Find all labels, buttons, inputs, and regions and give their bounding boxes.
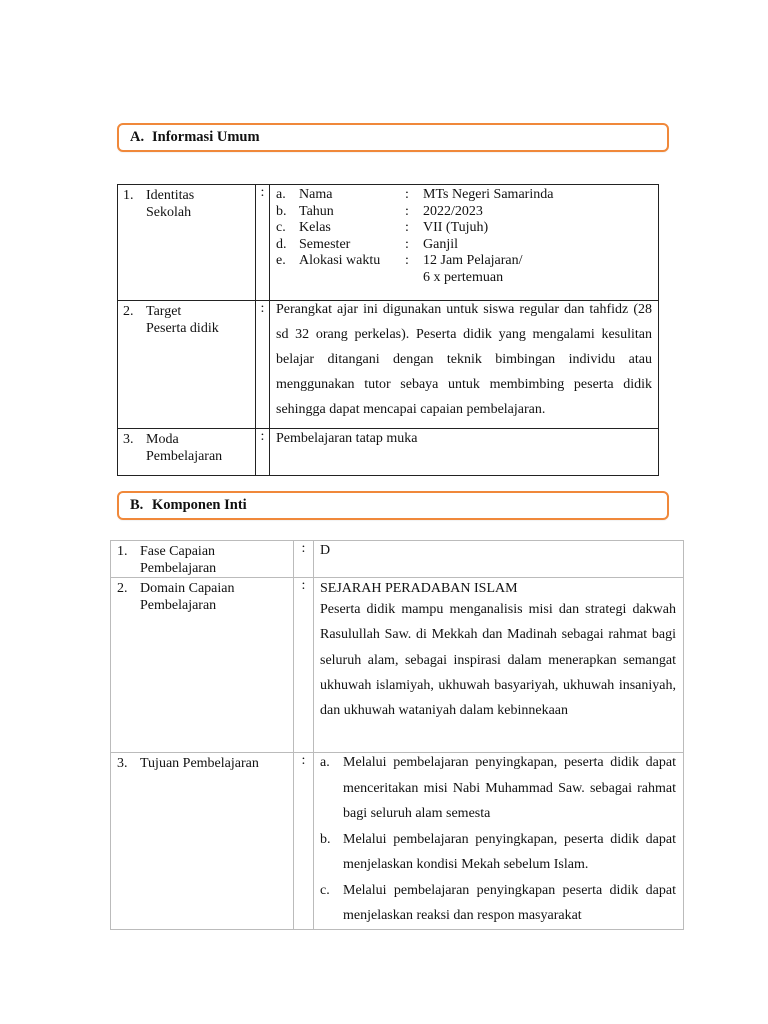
domain-label-2: Pembelajaran bbox=[140, 598, 217, 613]
tujuan-label-cell bbox=[111, 753, 294, 930]
time-allocation: 12 Jam Pelajaran/ bbox=[423, 253, 523, 268]
list-item: d. Semester : Ganjil bbox=[276, 237, 652, 254]
section-a-title: Informasi Umum bbox=[152, 129, 260, 145]
colon-cell: : bbox=[256, 301, 270, 429]
table-row bbox=[111, 753, 684, 930]
informasi-umum-table bbox=[117, 184, 659, 476]
target-value-cell bbox=[270, 301, 659, 429]
section-a-letter: A. bbox=[130, 129, 145, 145]
komponen-inti-table bbox=[110, 540, 684, 930]
time-allocation-2: 6 x pertemuan bbox=[423, 269, 504, 285]
row-number: 2. bbox=[123, 304, 134, 319]
class-value: VII (Tujuh) bbox=[423, 220, 489, 235]
domain-value-cell bbox=[314, 578, 684, 753]
target-label-2: Peserta didik bbox=[146, 321, 219, 336]
fase-label-2: Pembelajaran bbox=[140, 561, 217, 576]
target-description: Perangkat ajar ini digunakan untuk siswa regular dan tahfidz (28 sd 32 orang perkelas). Peserta didik yang mengalami kesulitan belajar ditangani dengan teknik bimbingan individu atau menggunakan tutor sebaya untuk membimbing peserta didik sehingga dapat mencapai capaian pembelajaran. bbox=[276, 302, 652, 417]
row-number: 3. bbox=[123, 432, 134, 447]
identitas-label-2: Sekolah bbox=[146, 205, 192, 220]
school-name: MTs Negeri Samarinda bbox=[423, 187, 554, 202]
semester-value: Ganjil bbox=[423, 236, 458, 252]
tujuan-label: Tujuan Pembelajaran bbox=[140, 756, 259, 771]
table-row bbox=[118, 185, 659, 301]
colon-cell: : bbox=[256, 429, 270, 476]
domain-description: Peserta didik mampu menganalisis misi dan strategi dakwah Rasulullah Saw. di Mekkah dan Madinah sebagai rahmat bagi seluruh alam, sebagai inspirasi dalam menerapkan semangat ukhuwah islamiyah, ukhuwah basyariyah, ukhuwah insaniyah, dan ukhuwah wataniyah dalam kebinnekaan bbox=[320, 602, 676, 719]
list-item: b. Melalui pembelajaran penyingkapan, peserta didik dapat menjelaskan kondisi Mekah sebelum Islam. bbox=[320, 831, 676, 872]
domain-heading: SEJARAH PERADABAN ISLAM bbox=[320, 581, 518, 596]
moda-label-2: Pembelajaran bbox=[146, 449, 223, 464]
colon-cell: : bbox=[256, 185, 270, 301]
fase-label: Fase Capaian bbox=[140, 544, 216, 559]
identitas-value-cell bbox=[270, 185, 659, 301]
list-item: c. Kelas : VII (Tujuh) bbox=[276, 220, 652, 237]
colon-cell: : bbox=[294, 578, 314, 753]
table-row bbox=[111, 541, 684, 578]
moda-value: Pembelajaran tatap muka bbox=[276, 431, 418, 446]
school-year: 2022/2023 bbox=[423, 203, 483, 219]
list-item: b. Tahun : 2022/2023 bbox=[276, 204, 652, 221]
table-row bbox=[118, 301, 659, 429]
identitas-label-cell bbox=[118, 185, 256, 301]
list-item: c. Melalui pembelajaran penyingkapan peserta didik dapat menjelaskan reaksi dan respon masyarakat bbox=[320, 882, 676, 923]
colon-cell: : bbox=[294, 541, 314, 578]
moda-label-cell bbox=[118, 429, 256, 476]
list-item: a. Melalui pembelajaran penyingkapan, peserta didik dapat menceritakan misi Nabi Muhammad Saw. sebagai rahmat bagi seluruh alam semesta bbox=[320, 755, 676, 821]
tujuan-value-cell bbox=[314, 753, 684, 930]
table-row bbox=[118, 429, 659, 476]
row-number: 2. bbox=[117, 581, 128, 596]
domain-label: Domain Capaian bbox=[140, 581, 235, 596]
identitas-label: Identitas bbox=[146, 188, 195, 203]
row-number: 3. bbox=[117, 756, 128, 771]
moda-label: Moda bbox=[146, 432, 179, 447]
fase-label-cell bbox=[111, 541, 294, 578]
fase-value-cell bbox=[314, 541, 684, 578]
fase-value: D bbox=[320, 543, 331, 558]
list-item: a. Nama : MTs Negeri Samarinda bbox=[276, 187, 652, 204]
row-number: 1. bbox=[123, 188, 134, 203]
section-b-title: Komponen Inti bbox=[152, 497, 247, 513]
section-b-letter: B. bbox=[130, 497, 144, 513]
moda-value-cell bbox=[270, 429, 659, 476]
colon-cell: : bbox=[294, 753, 314, 930]
target-label: Target bbox=[146, 304, 182, 319]
domain-label-cell bbox=[111, 578, 294, 753]
section-b-header bbox=[117, 491, 669, 520]
list-item: e. Alokasi waktu : 12 Jam Pelajaran/ 6 x pertemuan bbox=[276, 253, 523, 285]
section-a-header bbox=[117, 123, 669, 152]
target-label-cell bbox=[118, 301, 256, 429]
row-number: 1. bbox=[117, 544, 128, 559]
table-row bbox=[111, 578, 684, 753]
